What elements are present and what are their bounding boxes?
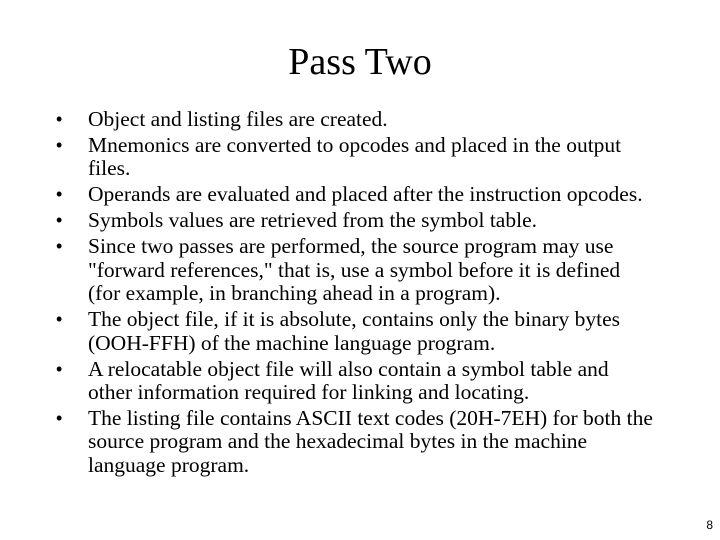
bullet-text: Symbols values are retrieved from the symbol table. <box>88 208 537 233</box>
bullet-item <box>56 134 656 181</box>
bullet-list <box>56 108 656 480</box>
bullet-item <box>56 358 656 405</box>
bullet-item <box>56 235 656 305</box>
slide-title: Pass Two <box>288 41 432 83</box>
bullet-text: Operands are evaluated and placed after the instruction opcodes. <box>88 182 643 207</box>
bullet-item <box>56 407 656 477</box>
bullet-icon: • <box>56 358 63 379</box>
bullet-text: The listing file contains ASCII text codes (20H-7EH) for both the source program and the hexadecimal bytes in the machine language program. <box>88 406 653 477</box>
bullet-icon: • <box>56 408 63 429</box>
bullet-text: Object and listing files are created. <box>88 107 388 131</box>
bullet-item <box>56 108 656 131</box>
bullet-icon: • <box>56 109 63 129</box>
bullet-text: Since two passes are performed, the source program may use "forward references," that is, use a symbol before it is defined (for example, in branching ahead in a program). <box>88 234 621 306</box>
bullet-text: A relocatable object file will also contain a symbol table and other information required for linking and locating. <box>88 356 609 405</box>
bullet-icon: • <box>56 135 63 155</box>
page-number: 8 <box>706 518 713 532</box>
bullet-icon: • <box>56 210 63 231</box>
bullet-item <box>56 209 656 232</box>
bullet-item <box>56 308 656 355</box>
bullet-icon: • <box>56 236 63 257</box>
bullet-icon: • <box>56 309 63 330</box>
bullet-item <box>56 183 656 206</box>
bullet-icon: • <box>56 184 63 205</box>
bullet-text: Mnemonics are converted to opcodes and placed in the output files. <box>88 133 622 181</box>
bullet-text: The object file, if it is absolute, contains only the binary bytes (OOH-FFH) of the machine language program. <box>88 307 620 355</box>
